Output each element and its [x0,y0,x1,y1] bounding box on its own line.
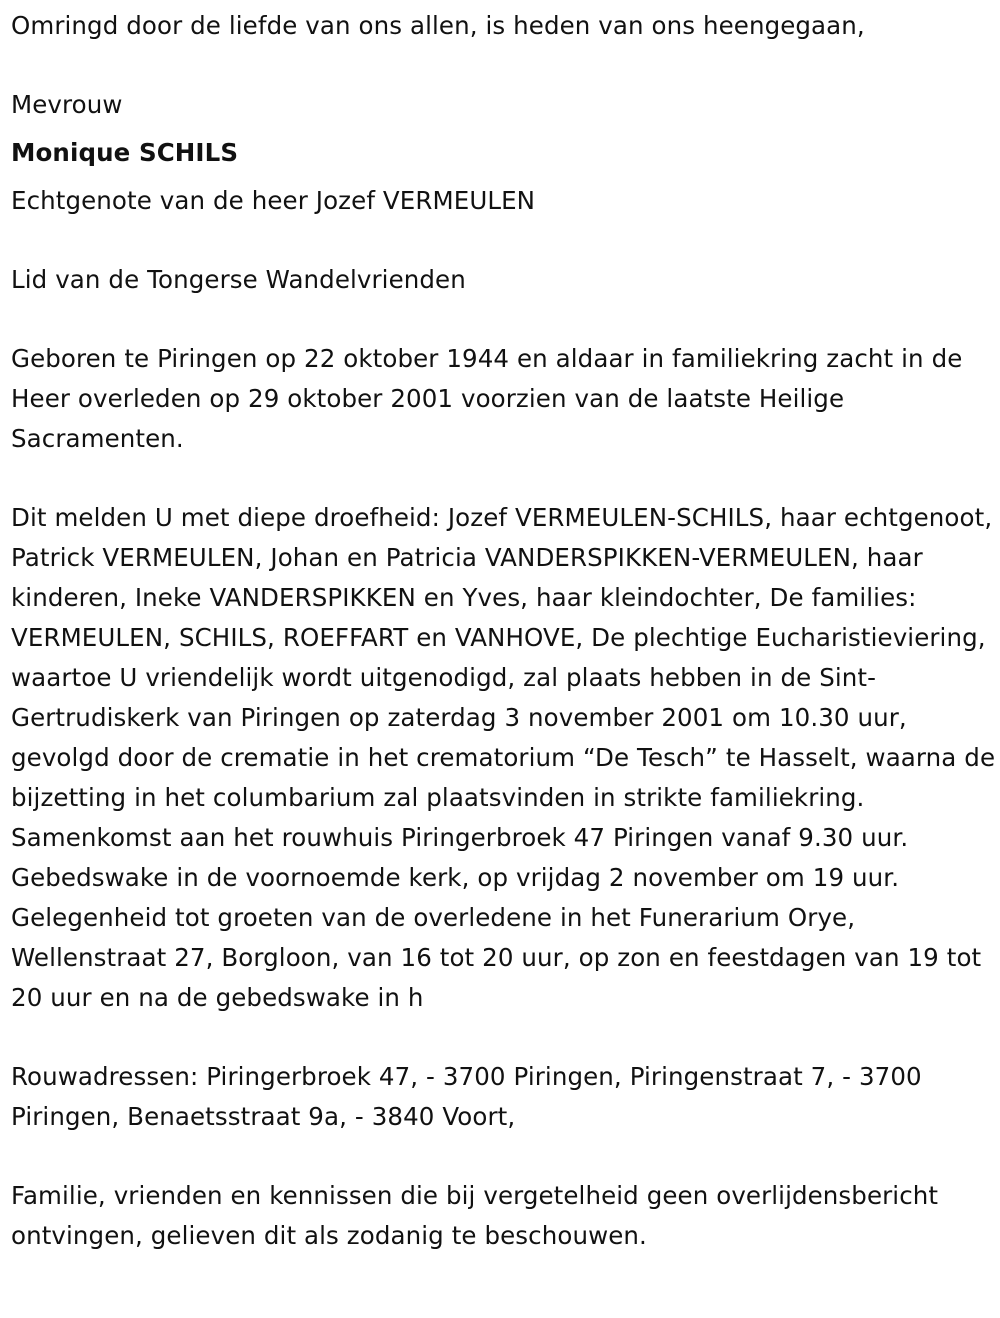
announcement-paragraph: Dit melden U met diepe droefheid: Jozef VERMEULEN-SCHILS, haar echtgenoot, Patrick VERMEULEN, Johan en Patricia VANDERSPIKKEN-VERMEULEN, haar kinderen, Ineke VANDERSPIKKEN en Yves, haar kleindochter, De families: VERMEULEN, SCHILS, ROEFFART en VANHOVE, De plechtige Eucharistieviering, waartoe U vriendelijk wordt uitgenodigd, zal plaats hebben in de Sint-Gertrudiskerk van Piringen op zaterdag 3 november 2001 om 10.30 uur, gevolgd door de crematie in het crematorium “De Tesch” te Hasselt, waarna de bijzetting in het columbarium zal plaatsvinden in strikte familiekring. Samenkomst aan het rouwhuis Piringerbroek 47 Piringen vanaf 9.30 uur. Gebedswake in de voornoemde kerk, op vrijdag 2 november om 19 uur. Gelegenheid tot groeten van de overledene in het Funerarium Orye, Wellenstraat 27, Borgloon, van 16 tot 20 uur, op zon en feestdagen van 19 tot 20 uur en na de gebedswake in h [11,503,996,1012]
deceased-name: Monique SCHILS [11,138,239,167]
spacer [11,125,996,133]
spacer [11,221,996,260]
obituary-notice [11,6,996,1256]
membership-line: Lid van de Tongerse Wandelvrienden [11,265,466,294]
spacer [11,46,996,85]
spouse-line: Echtgenote van de heer Jozef VERMEULEN [11,186,536,215]
spacer [11,173,996,181]
salutation: Mevrouw [11,90,123,119]
intro-text: Omringd door de liefde van ons allen, is heden van ons heengegaan, [11,11,865,40]
addresses-paragraph: Rouwadressen: Piringerbroek 47, - 3700 Piringen, Piringenstraat 7, - 3700 Piringen, Benaetsstraat 9a, - 3840 Voort, [11,1062,922,1131]
closing-paragraph: Familie, vrienden en kennissen die bij vergetelheid geen overlijdensbericht ontvingen, gelieven dit als zodanig te beschouwen. [11,1181,939,1250]
spacer [11,300,996,339]
birth-death-paragraph: Geboren te Piringen op 22 oktober 1944 en aldaar in familiekring zacht in de Heer overleden op 29 oktober 2001 voorzien van de laatste Heilige Sacramenten. [11,344,963,453]
spacer [11,1137,996,1176]
spacer [11,1018,996,1057]
spacer [11,459,996,498]
